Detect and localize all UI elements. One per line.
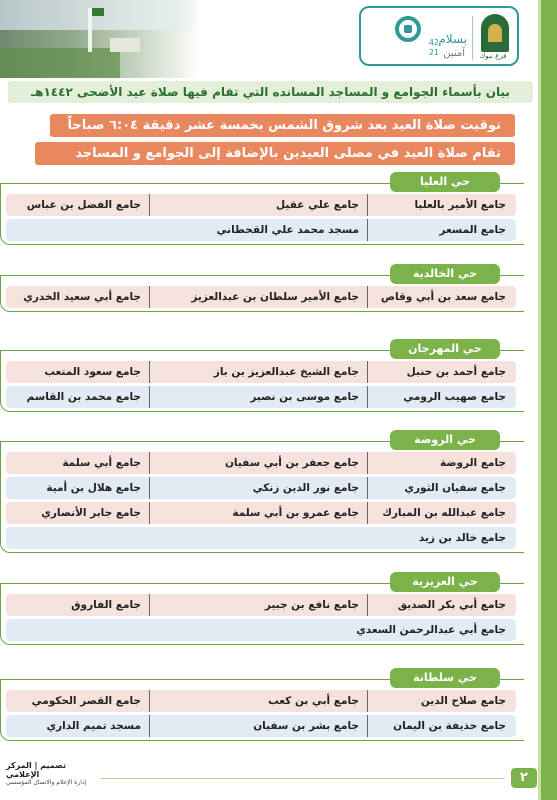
mosque-name: مسجد تميم الداري (6, 715, 150, 737)
ministry-logo-icon (481, 14, 509, 52)
mosque-name: جامع بشر بن سفيان (158, 715, 368, 737)
district-section (0, 342, 524, 412)
district-section (0, 575, 524, 645)
footer-divider (100, 778, 505, 779)
mosque-name: جامع محمد بن القاسم (6, 386, 150, 408)
mosque-name: جامع هلال بن أمية (6, 477, 150, 499)
place-banner: تقام صلاة العيد في مصلى العيدين بالإضافة إلى الجوامع و المساجد (35, 142, 515, 165)
header (0, 0, 541, 78)
mosque-row (6, 690, 516, 712)
mosque-row (6, 194, 516, 216)
credit-line-2: إدارة الإعلام والاتصال المؤسسي (6, 779, 87, 786)
mosque-name: جامع موسى بن نصير (158, 386, 368, 408)
slogan-sub: آمنين (443, 48, 465, 59)
campaign-logo-icon (395, 16, 421, 42)
mosque-name: جامع صهيب الرومي (403, 391, 506, 403)
district-name: حي المهرجان (390, 339, 500, 359)
mosque-name: جامع عمرو بن أبي سلمة (158, 502, 368, 524)
page-title: بيان بأسماء الجوامع و المساجد المسانده التي تقام فيها صلاة عيد الأضحى ١٤٤٢هـ (8, 81, 533, 103)
mosque-name: جامع جابر الأنصاري (6, 502, 150, 524)
mosque-row (6, 619, 516, 641)
mosque-name: جامع عبدالله بن المبارك (382, 507, 506, 519)
district-section (0, 433, 524, 553)
time-banner: توقيت صلاة العيد بعد شروق الشمس بخمسة عشر دقيقة ٦:٠٤ صباحاً (50, 114, 515, 137)
credit-line-1: تصميم | المركز الإعلامي (6, 761, 66, 779)
district-name: حي العزيزية (390, 572, 500, 592)
district-name: حي العليا (390, 172, 500, 192)
mosque-name: جامع الفضل بن عباس (6, 194, 150, 216)
mosque-row (6, 715, 516, 737)
mosque-name: جامع نافع بن جبير (158, 594, 368, 616)
slogan-main: بسلام (438, 32, 467, 46)
logo-box (359, 6, 519, 66)
mosque-name: جامع أبي سعيد الخدري (6, 286, 150, 308)
mosque-row (6, 527, 516, 549)
mosque-row (6, 594, 516, 616)
flag (92, 8, 104, 16)
mosque-name: جامع سعد بن أبي وقاص (380, 291, 506, 303)
district-section (0, 175, 524, 245)
mosque-name: جامع سفيان الثوري (404, 482, 506, 494)
mosque-name: جامع القصر الحكومي (6, 690, 150, 712)
mosque-row (6, 219, 516, 241)
photo-greenery (0, 48, 120, 78)
mosque-name: مسجد محمد علي القحطاني (8, 219, 368, 241)
mosque-name: جامع أبي سلمة (6, 452, 150, 474)
mosque-name: جامع أبي عبدالرحمن السعدي (356, 624, 506, 636)
district-name: حي الروضة (390, 430, 500, 450)
mosque-name: جامع أبي بن كعب (158, 690, 368, 712)
mosque-row (6, 477, 516, 499)
mosque-row (6, 386, 516, 408)
district-section (0, 671, 524, 741)
district-section (0, 267, 524, 312)
mosque-name: جامع أحمد بن حنبل (406, 366, 506, 378)
right-border-stripe (541, 0, 557, 800)
mosque-row (6, 361, 516, 383)
mosque-name: جامع الأمير سلطان بن عبدالعزيز (158, 286, 368, 308)
mosque-name: جامع خالد بن زيد (418, 532, 506, 544)
mosque-name: جامع الأمير بالعليا (414, 199, 506, 211)
city-photo (0, 0, 200, 78)
logo-branch-label: فرع تبوك (479, 52, 507, 60)
footer-credit (6, 761, 96, 786)
mosque-name: جامع الشيخ عبدالعزيز بن باز (158, 361, 368, 383)
mosque-row (6, 286, 516, 308)
mosque-name: جامع علي عقيل (158, 194, 368, 216)
mosque-row (6, 502, 516, 524)
mosque-name: جامع نور الدين زنكي (158, 477, 368, 499)
photo-building (110, 38, 140, 52)
right-border-stripe-inner (538, 0, 541, 800)
mosque-name: جامع حذيفة بن اليمان (393, 720, 506, 732)
mosque-name: جامع أبي بكر الصديق (397, 599, 506, 611)
mosque-name: جامع صلاح الدين (420, 695, 506, 707)
mosque-name: جامع الروضة (440, 457, 506, 469)
mosque-name: جامع المسعر (439, 224, 506, 236)
district-name: حي سلطانة (390, 668, 500, 688)
mosque-row (6, 452, 516, 474)
mosque-name: جامع الفاروق (6, 594, 150, 616)
mosque-name: جامع جعفر بن أبي سفيان (158, 452, 368, 474)
mosque-name: جامع سعود المتعب (6, 361, 150, 383)
campaign-year: 42 21 (428, 38, 439, 57)
district-name: حي الخالدية (390, 264, 500, 284)
page-number: ٢ (511, 768, 537, 788)
logo-divider (472, 16, 473, 60)
